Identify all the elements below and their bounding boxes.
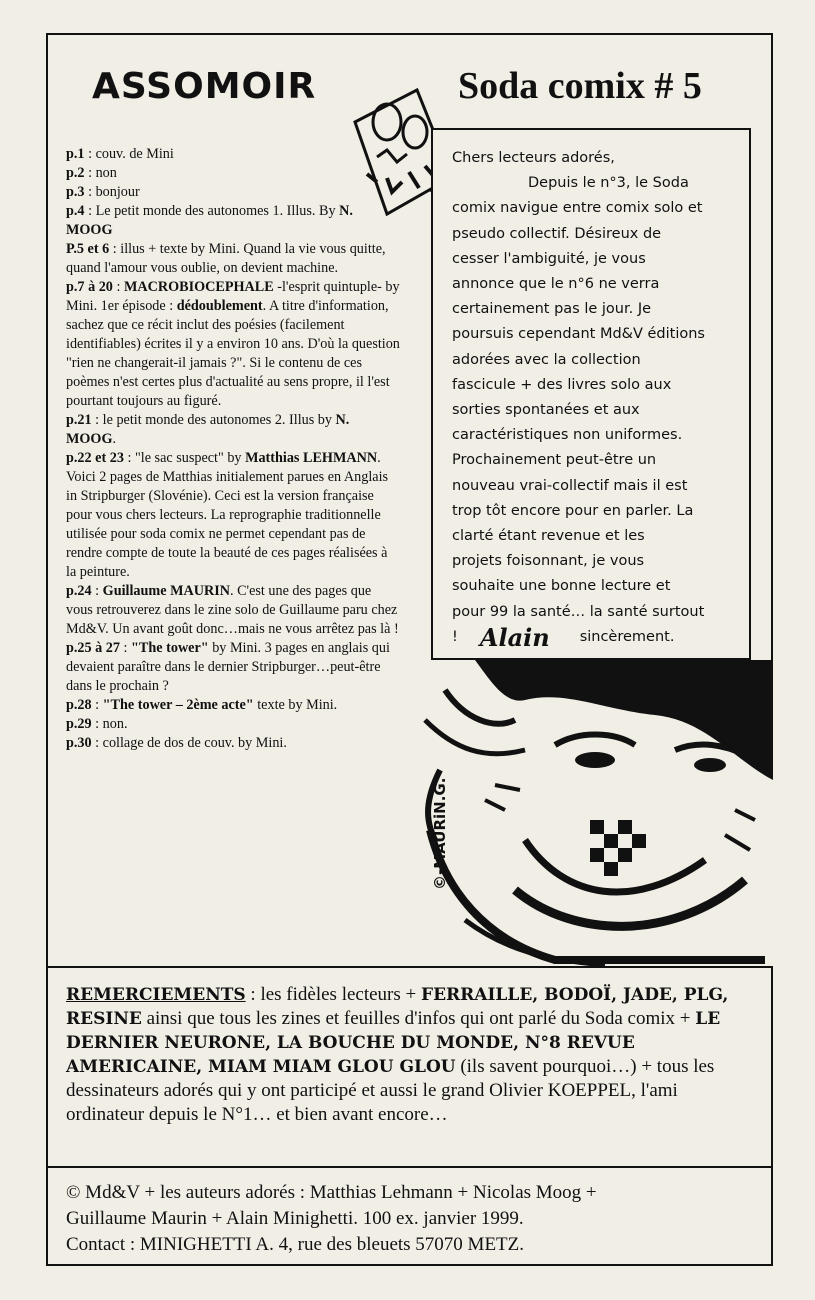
letter-line: pseudo collectif. Désireux de — [452, 225, 662, 242]
face-drawing — [405, 660, 773, 968]
toc-text2: texte by Mini. — [253, 697, 338, 713]
toc-text: : Le petit monde des autonomes 1. Illus. By — [84, 203, 340, 219]
toc-text: : — [112, 279, 124, 295]
toc-text: : non. — [91, 716, 128, 732]
letter-line: nouveau vrai-collectif mais il est — [452, 477, 688, 494]
toc-bold-end: dédoublement — [176, 298, 263, 314]
toc-ref: p.4 — [66, 203, 85, 219]
toc-text2: -l'esprit quintuple- by Mini. 1er épisode : — [66, 279, 400, 314]
letter-line: Depuis le n°3, le Soda — [528, 175, 689, 192]
toc-entry — [66, 449, 401, 582]
letter-line: souhaite une bonne lecture et — [452, 578, 671, 595]
assomoir-title: ASSOMOIR — [92, 66, 317, 107]
toc-ref: P.5 et 6 — [66, 241, 110, 257]
toc-text: : — [91, 697, 103, 713]
toc-text: : illus + texte by Mini. Quand la vie vous quitte, quand l'amour vous oublie, on devient machine. — [66, 241, 386, 276]
toc-text: : — [120, 640, 132, 656]
issue-title: Soda comix # 5 — [458, 65, 702, 107]
toc-text: : couv. de Mini — [84, 146, 174, 162]
letter-line: Chers lecteurs adorés, — [452, 150, 615, 166]
toc-ref: p.29 — [66, 716, 92, 732]
thanks-part: ainsi que tous les zines et feuilles d'infos qui ont parlé du Soda comix + — [141, 1008, 696, 1029]
thanks-bold: FERRAILLE, BODOÏ, JADE, PLG, RESINE — [66, 985, 729, 1029]
letter-sign-off: sincèrement. — [579, 628, 675, 645]
thanks-bold: LE DERNIER NEURONE, LA BOUCHE DU MONDE, N°8 REVUE AMERICAINE, MIAM MIAM GLOU GLOU — [66, 1009, 721, 1077]
maurin-signature: ©-MAURiN.G. — [431, 777, 449, 890]
toc-entry — [66, 183, 401, 202]
thanks-text — [66, 983, 756, 1127]
thanks-heading: REMERCIEMENTS — [66, 985, 246, 1005]
letter-line: sorties spontanées et aux — [452, 402, 640, 419]
toc-entry — [66, 202, 401, 240]
toc-entry — [66, 145, 401, 164]
toc-bold-mid: Guillaume MAURIN — [102, 583, 230, 599]
thanks-part: : les fidèles lecteurs + — [245, 984, 421, 1005]
toc-text: : bonjour — [84, 184, 140, 200]
toc-bold-end: N. MOOG — [66, 412, 350, 447]
toc-text: : collage de dos de couv. by Mini. — [91, 735, 287, 751]
letter-line: annonce que le n°6 ne verra — [452, 276, 660, 293]
toc-text2: by Mini. 3 pages en anglais qui devaient paraître dans le dernier Stripburger…peut-être dans le prochain ? — [66, 640, 390, 694]
toc-text2: . C'est une des pages que vous retrouverez dans le zine solo de Guillaume paru chez Md&V. Un avant goût donc…mais ne vous arrêtez pas là ! — [66, 583, 399, 637]
toc-entry — [66, 582, 401, 639]
toc-text: : le petit monde des autonomes 2. Illus by — [91, 412, 336, 428]
toc-text: : non — [84, 165, 117, 181]
toc-text3: . Voici 2 pages de Matthias initialement parues en Anglais in Stripburger (Slovénie). Ceci est la version française pour vous chers lecteurs. La reprographie traditionnelle utilisée pour soda comix ne permet cependant pas de rendre compte de toute la beauté de ces pages réalisées à la peinture. — [66, 450, 389, 580]
table-of-contents — [66, 145, 401, 753]
letter-closing — [452, 622, 744, 652]
toc-entry — [66, 411, 401, 449]
alain-signature: Alain — [479, 622, 550, 652]
letter-exclamation: ! — [452, 628, 458, 645]
credits — [66, 1180, 756, 1258]
toc-text: : — [91, 583, 103, 599]
letter-line: adorées avec la collection — [452, 351, 641, 368]
toc-ref: p.24 — [66, 583, 92, 599]
toc-text3: . A titre d'information, sachez que ce récit inclut des poésies (facilement identifiables) écrites il y a environ 10 ans. D'où la question "rien ne changerait-il jamais ?". Si le contenu de ces poèmes n'est certes plus d'actualité au sens propre, il l'est pourtant toujours au figuré. — [66, 298, 400, 409]
toc-bold-end: N. MOOG — [66, 203, 353, 238]
toc-entry — [66, 696, 401, 715]
toc-ref: p.25 à 27 — [66, 640, 120, 656]
letter-line: pour 99 la santé… la santé surtout — [452, 603, 705, 620]
letter-line: certainement pas le jour. Je — [452, 301, 652, 318]
toc-ref: p.21 — [66, 412, 92, 428]
toc-text: : "le sac suspect" by — [123, 450, 246, 466]
toc-bold-mid: "The tower" — [131, 640, 209, 656]
letter-line: fascicule + des livres solo aux — [452, 376, 672, 393]
toc-ref: p.3 — [66, 184, 85, 200]
credits-line: © Md&V + les auteurs adorés : Matthias Lehmann + Nicolas Moog + — [66, 1182, 597, 1203]
toc-entry — [66, 278, 401, 411]
toc-entry — [66, 734, 401, 753]
letter-line: trop tôt encore pour en parler. La — [452, 502, 694, 519]
letter-line: poursuis cependant Md&V éditions — [452, 326, 705, 343]
thanks-part: (ils savent pourquoi…) + tous les dessinateurs adorés qui y ont participé et aussi le grand Olivier KOEPPEL, l'ami ordinateur depuis le N°1… et bien avant encore… — [66, 1056, 715, 1125]
letter-line: clarté étant revenue et les — [452, 528, 645, 545]
toc-ref: p.28 — [66, 697, 92, 713]
toc-ref: p.2 — [66, 165, 85, 181]
toc-bold-mid: "The tower – 2ème acte" — [102, 697, 254, 713]
letter-line: Prochainement peut-être un — [452, 452, 657, 469]
toc-entry — [66, 715, 401, 734]
toc-entry — [66, 639, 401, 696]
toc-ref: p.30 — [66, 735, 92, 751]
toc-ref: p.1 — [66, 146, 85, 162]
toc-bold-mid: MACROBIOCEPHALE — [123, 279, 274, 295]
letter-line: cesser l'ambiguité, je vous — [452, 250, 646, 267]
toc-ref: p.7 à 20 — [66, 279, 113, 295]
toc-entry — [66, 164, 401, 183]
credits-line: Contact : MINIGHETTI A. 4, rue des bleuets 57070 METZ. — [66, 1234, 525, 1255]
toc-text3: . — [112, 431, 117, 447]
editorial-letter — [452, 146, 744, 650]
toc-ref: p.22 et 23 — [66, 450, 124, 466]
credits-line: Guillaume Maurin + Alain Minighetti. 100 ex. janvier 1999. — [66, 1208, 524, 1229]
letter-line: caractéristiques non uniformes. — [452, 427, 683, 444]
letter-line: comix navigue entre comix solo et — [452, 200, 703, 217]
letter-line: projets foisonnant, je vous — [452, 553, 645, 570]
toc-bold-end: Matthias LEHMANN — [245, 450, 378, 466]
toc-entry — [66, 240, 401, 278]
